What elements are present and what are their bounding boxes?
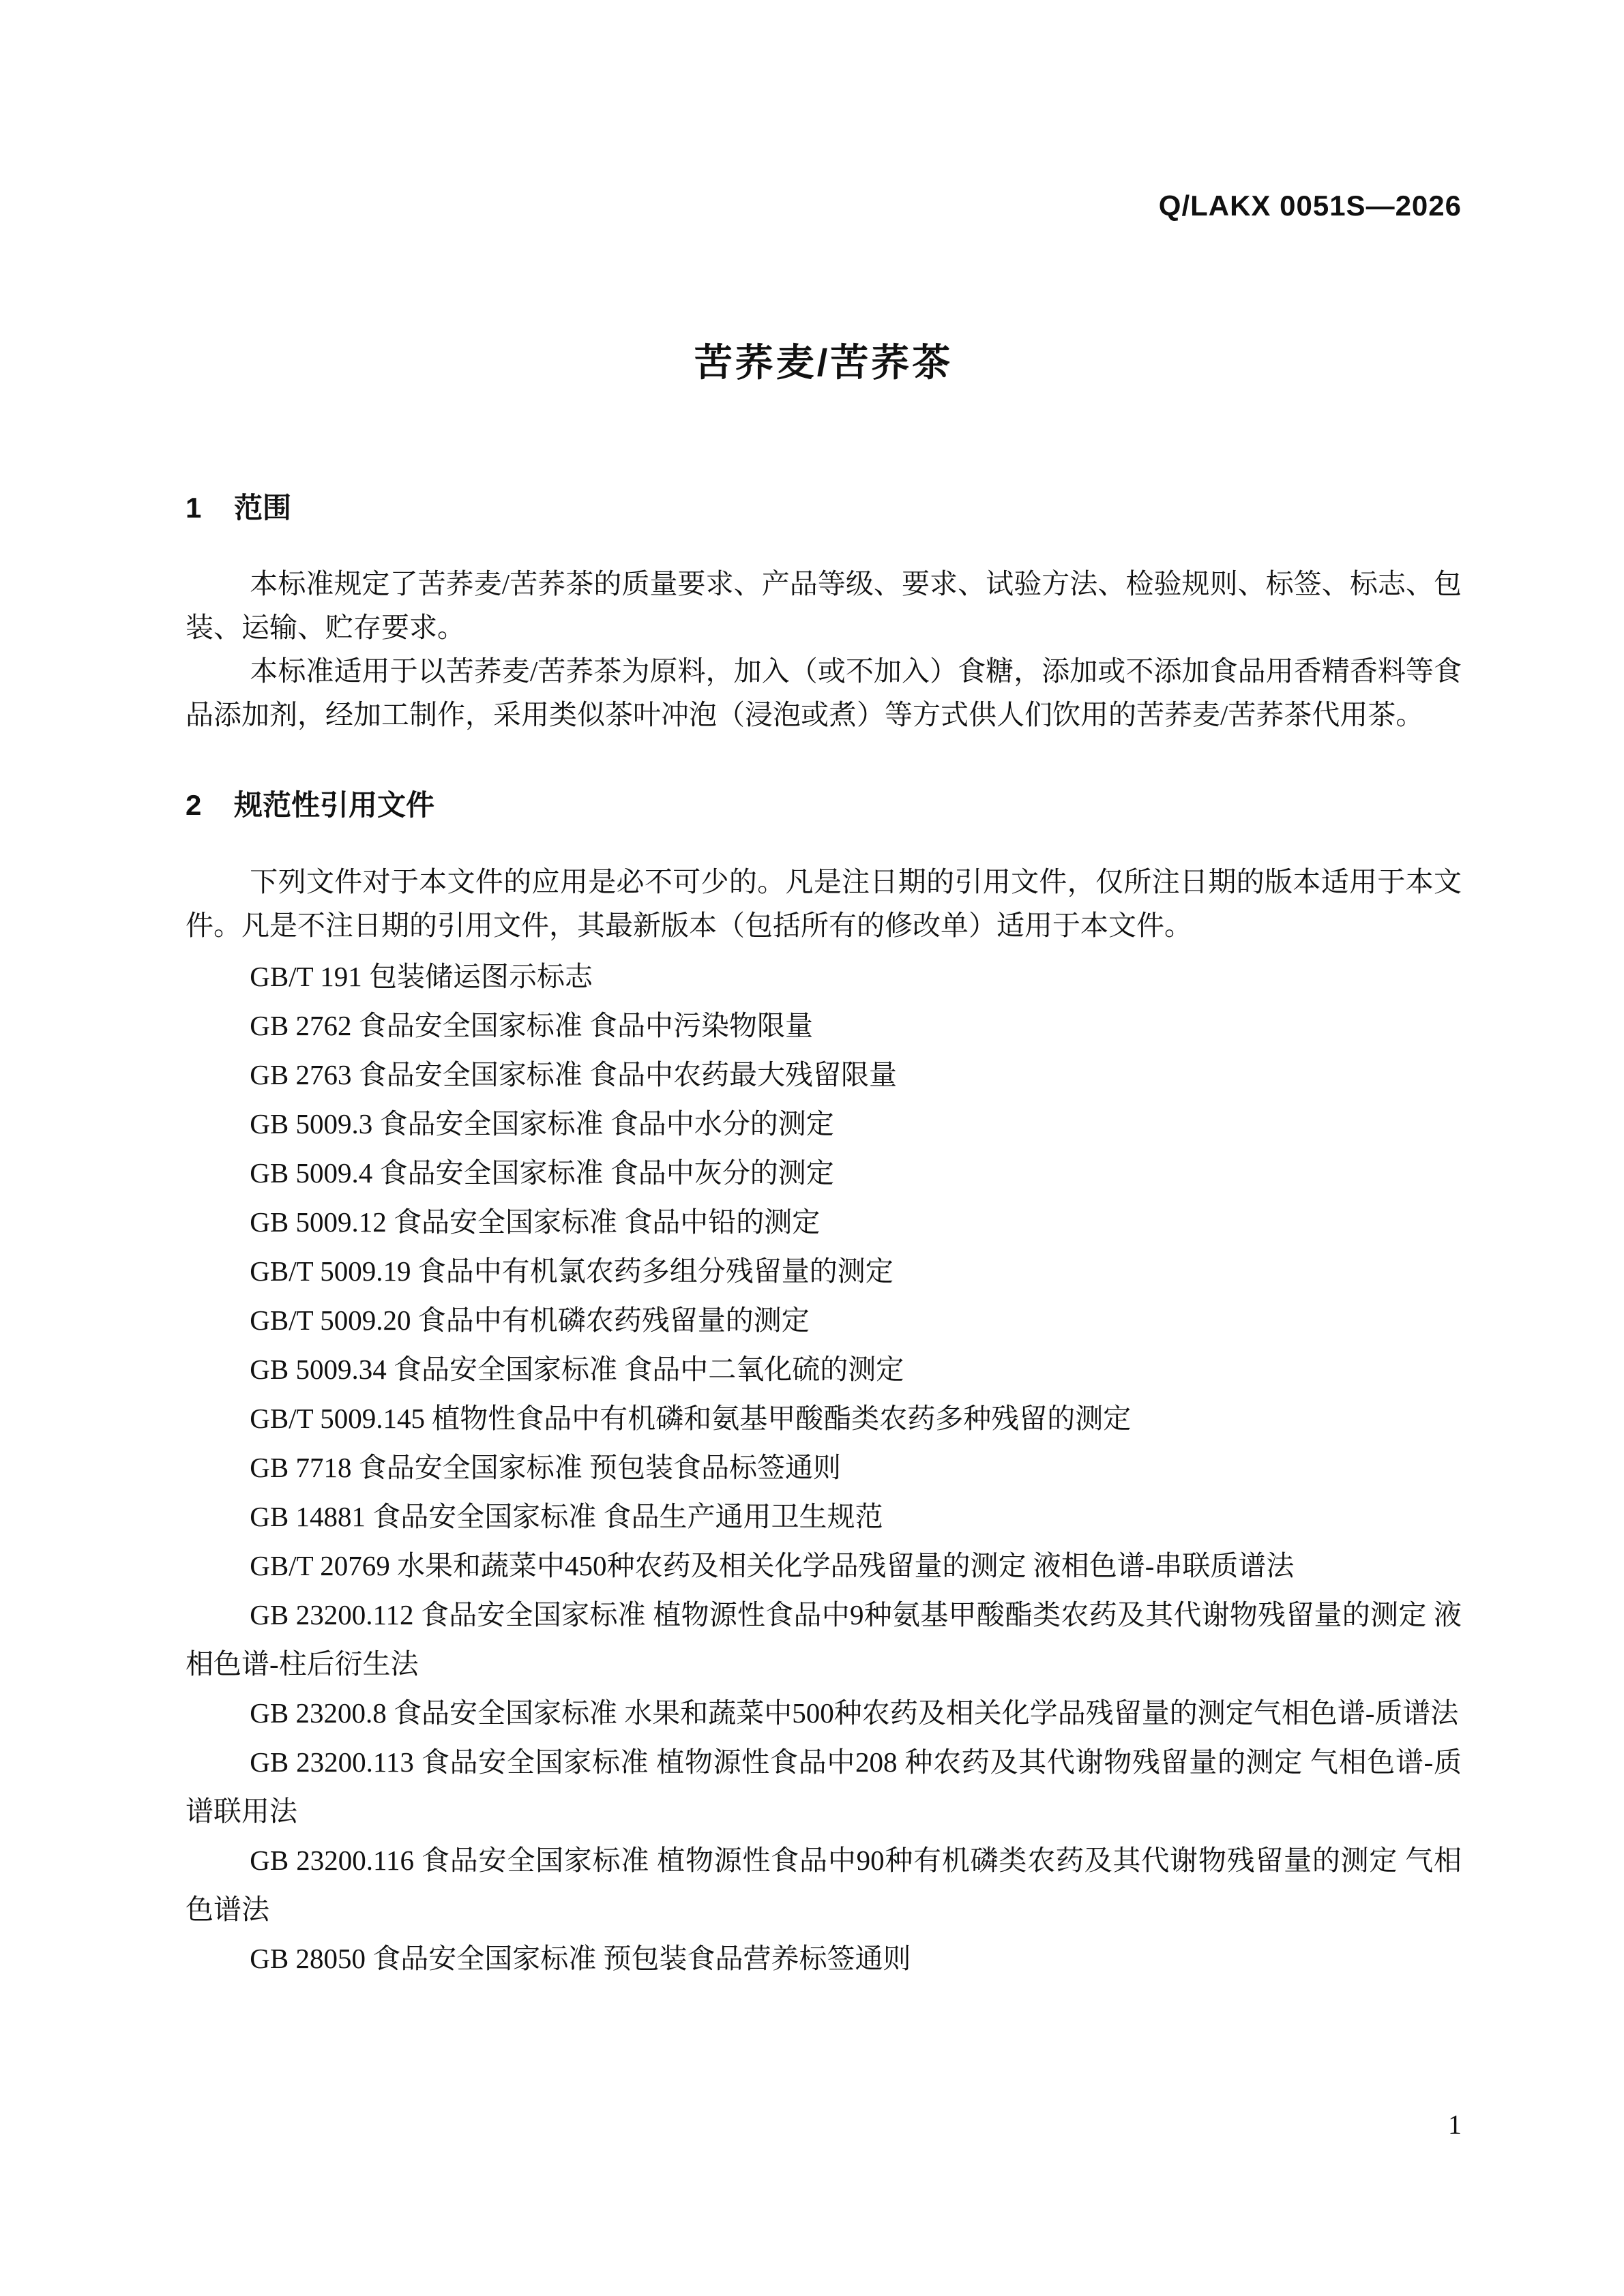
scope-paragraph: 本标准适用于以苦荞麦/苦荞茶为原料，加入（或不加入）食糖，添加或不添加食品用香精香料等食品添加剂，经加工制作，采用类似茶叶冲泡（浸泡或煮）等方式供人们饮用的苦荞麦/苦荞茶代用茶。 [186, 655, 1462, 730]
document-title: 苦荞麦/苦荞茶 [694, 341, 954, 384]
scope-paragraphs [186, 562, 1462, 736]
reference-item: GB/T 5009.19 食品中有机氯农药多组分残留量的测定 [250, 1255, 894, 1287]
reference-item: GB 23200.8 食品安全国家标准 水果和蔬菜中500种农药及相关化学品残留量的测定气相色谱-质谱法 [250, 1697, 1459, 1729]
reference-item: GB/T 5009.20 食品中有机磷农药残留量的测定 [250, 1304, 810, 1336]
reference-item: GB 14881 食品安全国家标准 食品生产通用卫生规范 [250, 1501, 883, 1532]
reference-item: GB 5009.12 食品安全国家标准 食品中铅的测定 [250, 1206, 821, 1238]
reference-item: GB 23200.116 食品安全国家标准 植物源性食品中90种有机磷类农药及其代谢物残留量的测定 气相色谱法 [186, 1845, 1462, 1925]
page-number: 1 [1448, 2109, 1462, 2140]
section-1-number: 1 [186, 492, 202, 524]
reference-item: GB/T 191 包装储运图示标志 [250, 961, 593, 992]
references-intro-paragraph: 下列文件对于本文件的应用是必不可少的。凡是注日期的引用文件，仅所注日期的版本适用于本文件。凡是不注日期的引用文件，其最新版本（包括所有的修改单）适用于本文件。 [186, 866, 1462, 941]
section-2-title: 规范性引用文件 [234, 789, 435, 821]
references-intro [186, 860, 1462, 947]
reference-item: GB 23200.112 食品安全国家标准 植物源性食品中9种氨基甲酸酯类农药及其代谢物残留量的测定 液相色谱-柱后衍生法 [186, 1599, 1462, 1680]
reference-item: GB 2762 食品安全国家标准 食品中污染物限量 [250, 1010, 814, 1041]
reference-item: GB/T 20769 水果和蔬菜中450种农药及相关化学品残留量的测定 液相色谱-串联质谱法 [250, 1550, 1295, 1581]
reference-item: GB/T 5009.145 植物性食品中有机磷和氨基甲酸酯类农药多种残留的测定 [250, 1403, 1132, 1434]
reference-item: GB 5009.34 食品安全国家标准 食品中二氧化硫的测定 [250, 1354, 904, 1385]
reference-item: GB 23200.113 食品安全国家标准 植物源性食品中208 种农药及其代谢物残留量的测定 气相色谱-质谱联用法 [186, 1746, 1462, 1827]
section-2-number: 2 [186, 789, 202, 821]
section-2-heading [186, 783, 1462, 824]
references-list [186, 952, 1462, 1983]
scope-paragraph: 本标准规定了苦荞麦/苦荞茶的质量要求、产品等级、要求、试验方法、检验规则、标签、标志、包装、运输、贮存要求。 [186, 568, 1462, 643]
reference-item: GB 7718 食品安全国家标准 预包装食品标签通则 [250, 1452, 842, 1483]
section-1-title: 范围 [234, 492, 292, 524]
standard-code: Q/LAKX 0051S—2026 [1158, 190, 1462, 222]
reference-item: GB 5009.3 食品安全国家标准 食品中水分的测定 [250, 1108, 834, 1139]
reference-item: GB 28050 食品安全国家标准 预包装食品营养标签通则 [250, 1943, 911, 1974]
reference-item: GB 5009.4 食品安全国家标准 食品中灰分的测定 [250, 1157, 834, 1189]
section-1-heading [186, 486, 1462, 526]
reference-item: GB 2763 食品安全国家标准 食品中农药最大残留限量 [250, 1059, 898, 1090]
